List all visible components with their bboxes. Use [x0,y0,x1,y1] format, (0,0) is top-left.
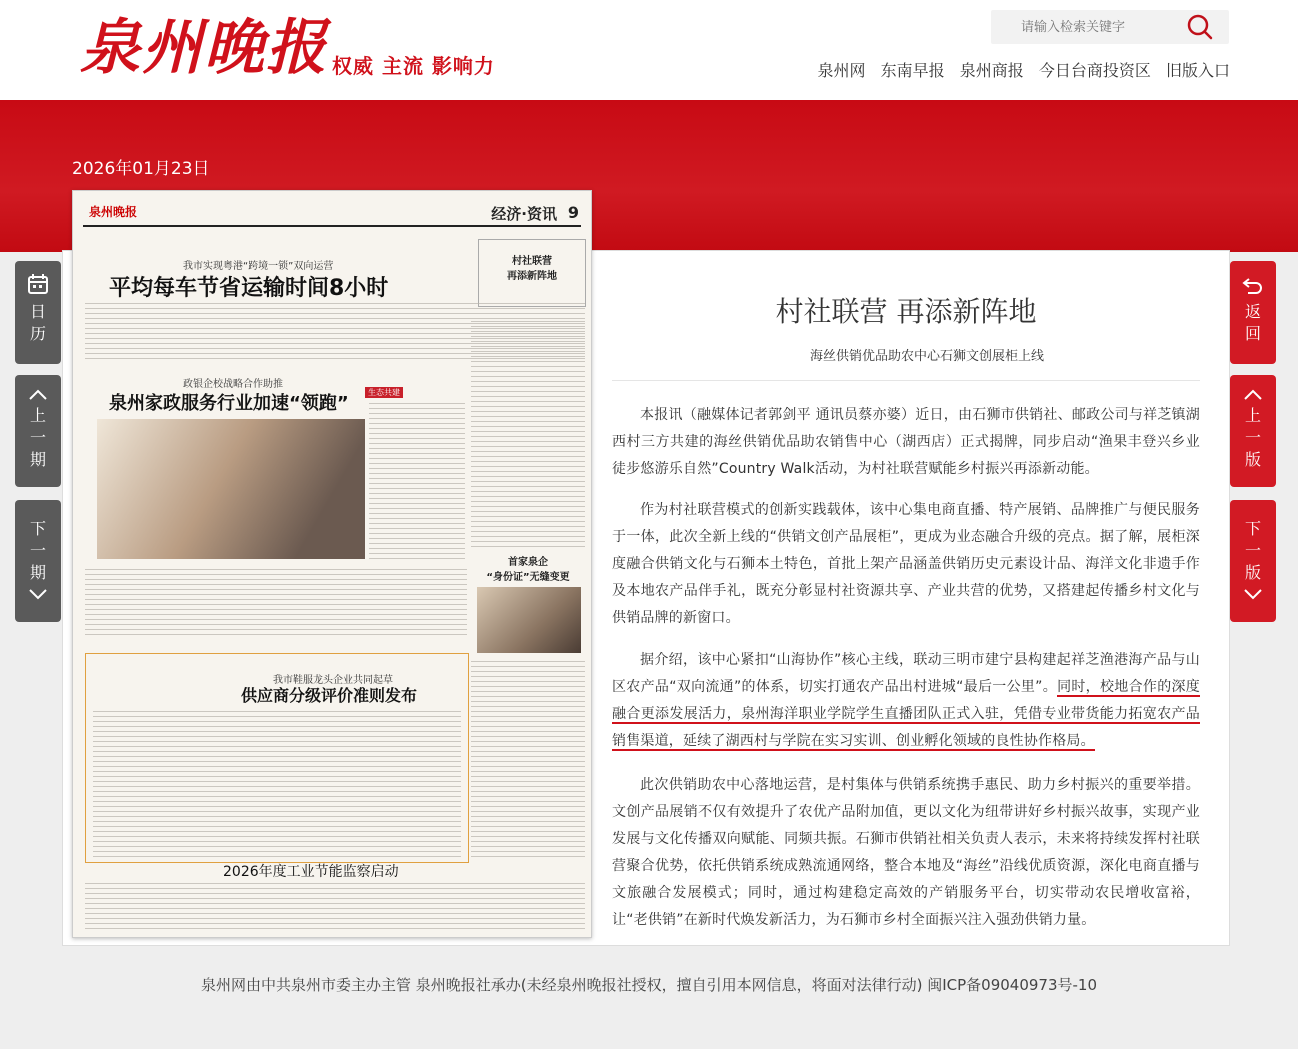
prev-issue-label-1: 上 [29,406,46,425]
story3-headline[interactable]: 供应商分级评价准则发布 [241,686,418,705]
calendar-label-1: 日 [29,302,46,321]
site-slogan: 权威 主流 影响力 [332,54,495,78]
nav-link-jrts[interactable]: 今日台商投资区 [1038,61,1151,80]
calendar-icon [27,273,49,295]
top-nav [808,58,1230,81]
next-issue-label-1: 下 [29,519,46,538]
sidebox-enterprise[interactable]: 首家泉企 “身份证”无缝变更 [486,557,570,583]
sidebox-photo [477,587,581,653]
story3-kicker: 我市鞋服龙头企业共同起草 [273,675,393,686]
article-title: 村社联营 再添新阵地 [775,295,1037,328]
next-issue-label-3: 期 [29,563,46,582]
sidebox-village-title: 村社联营 再添新阵地 [507,256,557,282]
site-footer: 泉州网由中共泉州市委主办主管 泉州晚报社承办(未经泉州晚报社授权，擅自引用本网信息，将面对法律行动) 闽ICP备09040973号-10 [200,976,1098,994]
nav-link-old-version[interactable]: 旧版入口 [1165,61,1230,80]
article-paragraph-3-lead: 据介绍，该中心紧扣“山海协作”核心主线，联动三明市建宁县构建起祥芝渔港海产品与山区农产品“双向流通”的体系，切实打通农产品出村进城“最后一公里”。 [612,652,1200,695]
back-label-1: 返 [1244,302,1261,321]
return-icon [1242,277,1264,295]
story4-headline[interactable]: 2026年度工业节能监察启动 [223,864,399,880]
next-page-label-3: 版 [1244,563,1261,582]
article-paragraph-4: 此次供销助农中心落地运营，是村集体与供销系统携手惠民、助力乡村振兴的重要举措。文创产品展销不仅有效提升了农优产品附加值，更以文化为纽带讲好乡村振兴故事，实现产业发展与文化传播双向赋能、同频共振。石狮市供销社相关负责人表示，未来将持续发挥村社联营聚合优势，依托供销系统成熟流通网络，整合本地及“海丝”沿线优质资源，深化电商直播与文旅融合发展模式；同时，通过构建稳定高效的产销服务平台，切实带动农民增收富裕，让“老供销”在新时代焕发新活力，为石狮市乡村全面振兴注入强劲供销力量。 [612,777,1200,928]
paper-page-number: 9 [567,203,579,222]
story3-body [93,711,461,857]
story2-kicker: 政银企校战略合作助推 [183,379,283,390]
chevron-down-icon [28,588,48,600]
next-issue-button[interactable] [15,500,61,622]
prev-page-button[interactable] [1230,375,1276,487]
search-box [991,10,1229,44]
paper-logo: 泉州晚报 [89,205,138,219]
calendar-label-2: 历 [29,324,46,343]
nav-link-qzw[interactable]: 泉州网 [817,61,866,80]
article-highlight: 同时，校地合作的深度融合更添发展活力，泉州海洋职业学院学生直播团队正式入驻，凭借专业带货能力拓宽农产品销售渠道，延续了湖西村与学院在实习实训、创业孵化领域的良性协作格局。 [612,679,1200,749]
search-input[interactable] [991,10,1171,44]
story2-photo [97,419,365,559]
prev-issue-label-2: 一 [29,428,46,447]
site-logo[interactable]: 泉州晚报 [80,13,328,83]
story4-body [85,883,585,931]
story1-kicker: 我市实现粤港“跨境一锁”双向运营 [183,261,334,272]
article-paragraph-1: 本报讯（融媒体记者郭剑平 通讯员蔡亦婆）近日，由石狮市供销社、邮政公司与祥芝镇湖西村三方共建的海丝供销优品助农销售中心（湖西店）正式揭牌，同步启动“渔果丰登兴乡业 徒步悠游乐自然”Country Walk活动，为村社联营赋能乡村振兴再添新动能。 [612,407,1200,477]
story2-body [85,569,467,639]
nav-link-dnzb[interactable]: 东南早报 [880,61,945,80]
story2-headline[interactable]: 泉州家政服务行业加速“领跑” [109,393,349,414]
prev-page-label-2: 一 [1244,428,1261,447]
nav-link-qzsb[interactable]: 泉州商报 [959,61,1024,80]
chevron-down-icon [1243,588,1263,600]
article-paragraph-2: 作为村社联营模式的创新实践载体，该中心集电商直播、特产展销、品牌推广与便民服务于一体，此次全新上线的“供销文创产品展柜”，更成为业态融合升级的亮点。据了解，展柜深度融合供销文化与石狮本土特色，首批上架产品涵盖供销历史元素设计品、海洋文化非遗手作及本地农产品伴手礼，既充分彰显村社资源共享、产业共营的优势，又搭建起传播乡村文化与供销品牌的新窗口。 [612,502,1200,626]
chevron-up-icon [28,389,48,401]
article-divider [612,380,1200,381]
back-button[interactable] [1230,261,1276,364]
next-page-button[interactable] [1230,500,1276,622]
prev-page-label-1: 上 [1244,406,1261,425]
next-page-label-1: 下 [1244,519,1261,538]
story2-tag: 生态共建 [365,387,403,398]
article-paragraph-3 [612,647,1200,755]
chevron-up-icon [1243,389,1263,401]
story1-headline[interactable]: 平均每车节省运输时间8小时 [109,276,389,301]
prev-page-label-3: 版 [1244,450,1261,469]
column-right-body [471,321,585,551]
newspaper-page-thumbnail[interactable] [72,190,592,938]
calendar-button[interactable] [15,261,61,364]
sidebox-village[interactable] [478,239,586,307]
column-right-lower [471,661,585,861]
prev-issue-button[interactable] [15,375,61,487]
search-icon [1171,10,1229,44]
story2-body-right [369,403,465,559]
search-button[interactable] [1171,10,1229,44]
paper-section: 经济·资讯 [491,205,557,223]
issue-date: 2026年01月23日 [72,159,210,179]
article-subtitle: 海丝供销优品助农中心石狮文创展柜上线 [809,349,1044,364]
next-issue-label-2: 一 [29,541,46,560]
prev-issue-label-3: 期 [29,450,46,469]
site-header [0,0,1298,100]
next-page-label-2: 一 [1244,541,1261,560]
back-label-2: 回 [1244,324,1261,343]
paper-masthead [83,201,581,227]
